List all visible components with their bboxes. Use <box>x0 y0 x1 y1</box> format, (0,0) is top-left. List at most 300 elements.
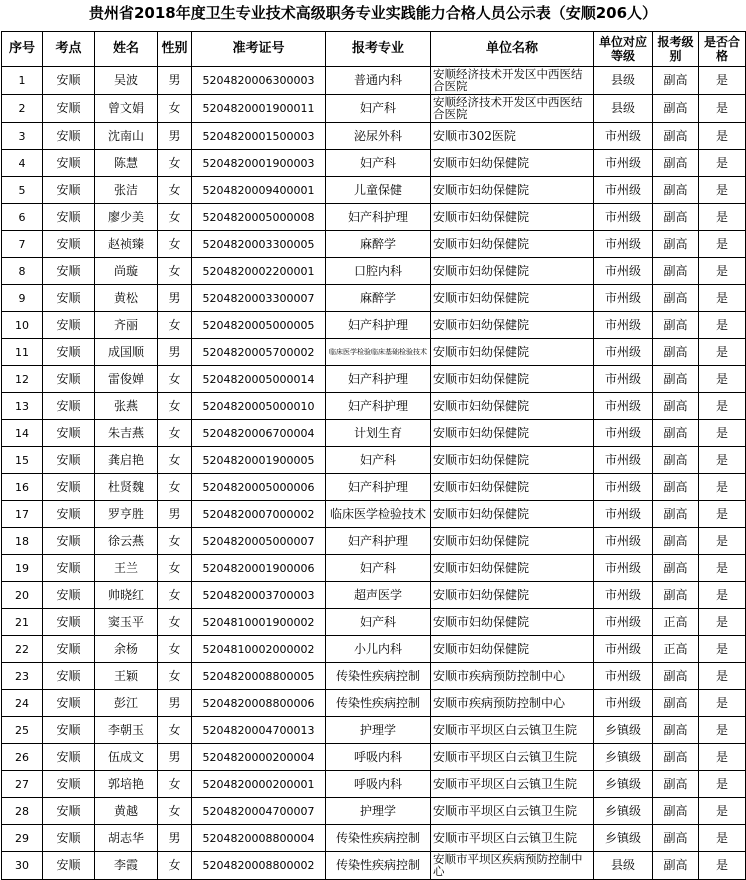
cell-apply-level: 副高 <box>653 285 699 312</box>
cell-pass: 是 <box>699 528 746 555</box>
cell-apply-level: 副高 <box>653 231 699 258</box>
cell-pass: 是 <box>699 582 746 609</box>
cell-pass: 是 <box>699 123 746 150</box>
cell-unit-level: 市州级 <box>594 636 653 663</box>
cell-cert: 5204820005000014 <box>192 366 326 393</box>
cell-name: 陈慧 <box>95 150 158 177</box>
cell-name: 李朝玉 <box>95 717 158 744</box>
cell-seq: 24 <box>2 690 43 717</box>
cell-cert: 5204820001500003 <box>192 123 326 150</box>
cell-gender: 女 <box>158 798 192 825</box>
cell-cert: 5204820002200001 <box>192 258 326 285</box>
cell-unit: 安顺市疾病预防控制中心 <box>431 663 594 690</box>
cell-seq: 17 <box>2 501 43 528</box>
cell-specialty: 妇产科护理 <box>326 393 431 420</box>
cell-site: 安顺 <box>43 798 95 825</box>
cell-cert: 5204820001900011 <box>192 95 326 123</box>
cell-site: 安顺 <box>43 663 95 690</box>
cell-specialty: 妇产科 <box>326 555 431 582</box>
cell-seq: 27 <box>2 771 43 798</box>
cell-name: 龚启艳 <box>95 447 158 474</box>
cell-unit-level: 市州级 <box>594 609 653 636</box>
cell-seq: 1 <box>2 67 43 95</box>
cell-pass: 是 <box>699 339 746 366</box>
cell-name: 胡志华 <box>95 825 158 852</box>
cell-cert: 5204820001900003 <box>192 150 326 177</box>
col-header-gender: 性别 <box>158 32 192 67</box>
document-title: 贵州省2018年度卫生专业技术高级职务专业实践能力合格人员公示表（安顺206人） <box>88 4 658 22</box>
cell-specialty: 妇产科护理 <box>326 528 431 555</box>
cell-name: 齐丽 <box>95 312 158 339</box>
cell-cert: 5204820009400001 <box>192 177 326 204</box>
cell-seq: 3 <box>2 123 43 150</box>
cell-site: 安顺 <box>43 285 95 312</box>
cell-unit-level: 市州级 <box>594 204 653 231</box>
table-row <box>2 528 746 555</box>
cell-name: 吴波 <box>95 67 158 95</box>
cell-unit: 安顺市妇幼保健院 <box>431 150 594 177</box>
cell-apply-level: 副高 <box>653 555 699 582</box>
cell-site: 安顺 <box>43 528 95 555</box>
table-row <box>2 825 746 852</box>
cell-unit: 安顺市妇幼保健院 <box>431 474 594 501</box>
cell-pass: 是 <box>699 501 746 528</box>
col-header-seq: 序号 <box>2 32 43 67</box>
cell-unit: 安顺市妇幼保健院 <box>431 258 594 285</box>
cell-cert: 5204810001900002 <box>192 609 326 636</box>
cell-cert: 5204820005000007 <box>192 528 326 555</box>
cell-gender: 女 <box>158 393 192 420</box>
cell-apply-level: 副高 <box>653 717 699 744</box>
cell-apply-level: 副高 <box>653 501 699 528</box>
cell-gender: 女 <box>158 474 192 501</box>
cell-cert: 5204820005000006 <box>192 474 326 501</box>
cell-cert: 5204820007000002 <box>192 501 326 528</box>
cell-site: 安顺 <box>43 744 95 771</box>
cell-site: 安顺 <box>43 771 95 798</box>
cell-seq: 4 <box>2 150 43 177</box>
cell-specialty: 护理学 <box>326 717 431 744</box>
table-row <box>2 744 746 771</box>
cell-name: 罗亨胜 <box>95 501 158 528</box>
cell-apply-level: 副高 <box>653 393 699 420</box>
cell-gender: 男 <box>158 744 192 771</box>
cell-unit-level: 市州级 <box>594 366 653 393</box>
cell-site: 安顺 <box>43 95 95 123</box>
cell-site: 安顺 <box>43 204 95 231</box>
cell-gender: 男 <box>158 123 192 150</box>
cell-specialty: 妇产科 <box>326 150 431 177</box>
cell-site: 安顺 <box>43 150 95 177</box>
cell-gender: 女 <box>158 150 192 177</box>
cell-name: 沈南山 <box>95 123 158 150</box>
cell-unit: 安顺市平坝区白云镇卫生院 <box>431 798 594 825</box>
col-header-pass: 是否合格 <box>699 32 746 67</box>
cell-unit: 安顺市妇幼保健院 <box>431 609 594 636</box>
cell-seq: 29 <box>2 825 43 852</box>
cell-gender: 女 <box>158 312 192 339</box>
cell-specialty: 妇产科 <box>326 447 431 474</box>
cell-specialty: 传染性疾病控制 <box>326 825 431 852</box>
cell-specialty: 超声医学 <box>326 582 431 609</box>
cell-site: 安顺 <box>43 339 95 366</box>
cell-unit-level: 市州级 <box>594 339 653 366</box>
cell-apply-level: 副高 <box>653 798 699 825</box>
cell-cert: 5204820005700002 <box>192 339 326 366</box>
cell-cert: 5204820008800006 <box>192 690 326 717</box>
cell-name: 赵祯臻 <box>95 231 158 258</box>
cell-unit-level: 市州级 <box>594 501 653 528</box>
cell-gender: 男 <box>158 339 192 366</box>
cell-name: 王颖 <box>95 663 158 690</box>
cell-apply-level: 副高 <box>653 663 699 690</box>
cell-pass: 是 <box>699 366 746 393</box>
cell-seq: 7 <box>2 231 43 258</box>
cell-specialty: 妇产科护理 <box>326 474 431 501</box>
cell-name: 伍成文 <box>95 744 158 771</box>
cell-unit-level: 市州级 <box>594 177 653 204</box>
cell-gender: 女 <box>158 636 192 663</box>
cell-cert: 5204820003700003 <box>192 582 326 609</box>
cell-unit-level: 乡镇级 <box>594 717 653 744</box>
cell-cert: 5204810002000002 <box>192 636 326 663</box>
cell-site: 安顺 <box>43 474 95 501</box>
cell-unit: 安顺市妇幼保健院 <box>431 447 594 474</box>
cell-seq: 15 <box>2 447 43 474</box>
cell-cert: 5204820001900005 <box>192 447 326 474</box>
cell-seq: 8 <box>2 258 43 285</box>
cell-gender: 女 <box>158 717 192 744</box>
cell-seq: 10 <box>2 312 43 339</box>
table-row <box>2 690 746 717</box>
table-row <box>2 474 746 501</box>
cell-cert: 5204820001900006 <box>192 555 326 582</box>
cell-cert: 5204820005000010 <box>192 393 326 420</box>
cell-specialty: 传染性疾病控制 <box>326 852 431 880</box>
cell-cert: 5204820003300005 <box>192 231 326 258</box>
cell-seq: 11 <box>2 339 43 366</box>
cell-apply-level: 副高 <box>653 204 699 231</box>
table-row <box>2 204 746 231</box>
cell-apply-level: 副高 <box>653 528 699 555</box>
cell-site: 安顺 <box>43 231 95 258</box>
cell-seq: 28 <box>2 798 43 825</box>
table-row <box>2 609 746 636</box>
table-row <box>2 420 746 447</box>
cell-specialty: 临床医学检验技术 <box>326 501 431 528</box>
cell-unit: 安顺市妇幼保健院 <box>431 582 594 609</box>
table-row <box>2 95 746 123</box>
cell-unit: 安顺市妇幼保健院 <box>431 339 594 366</box>
cell-pass: 是 <box>699 852 746 880</box>
table-row <box>2 177 746 204</box>
cell-site: 安顺 <box>43 366 95 393</box>
cell-unit: 安顺市妇幼保健院 <box>431 555 594 582</box>
cell-specialty: 普通内科 <box>326 67 431 95</box>
cell-specialty: 口腔内科 <box>326 258 431 285</box>
cell-name: 余杨 <box>95 636 158 663</box>
cell-pass: 是 <box>699 177 746 204</box>
cell-name: 窦玉平 <box>95 609 158 636</box>
cell-unit-level: 市州级 <box>594 150 653 177</box>
cell-specialty: 妇产科护理 <box>326 312 431 339</box>
col-header-unit: 单位名称 <box>431 32 594 67</box>
cell-unit: 安顺市妇幼保健院 <box>431 204 594 231</box>
cell-unit: 安顺市平坝区白云镇卫生院 <box>431 825 594 852</box>
cell-seq: 12 <box>2 366 43 393</box>
cell-seq: 22 <box>2 636 43 663</box>
cell-site: 安顺 <box>43 67 95 95</box>
cell-unit-level: 乡镇级 <box>594 744 653 771</box>
cell-specialty: 传染性疾病控制 <box>326 690 431 717</box>
cell-name: 尚璇 <box>95 258 158 285</box>
table-row <box>2 150 746 177</box>
cell-specialty: 计划生育 <box>326 420 431 447</box>
cell-pass: 是 <box>699 555 746 582</box>
cell-name: 廖少美 <box>95 204 158 231</box>
table-row <box>2 798 746 825</box>
cell-unit-level: 市州级 <box>594 528 653 555</box>
cell-cert: 5204820008800002 <box>192 852 326 880</box>
cell-seq: 13 <box>2 393 43 420</box>
cell-unit: 安顺市妇幼保健院 <box>431 420 594 447</box>
cell-pass: 是 <box>699 663 746 690</box>
cell-site: 安顺 <box>43 447 95 474</box>
cell-apply-level: 副高 <box>653 744 699 771</box>
cell-gender: 女 <box>158 258 192 285</box>
cell-pass: 是 <box>699 636 746 663</box>
cell-specialty: 妇产科 <box>326 95 431 123</box>
table-row <box>2 67 746 95</box>
cell-unit: 安顺市妇幼保健院 <box>431 528 594 555</box>
table-row <box>2 636 746 663</box>
col-header-specialty: 报考专业 <box>326 32 431 67</box>
cell-site: 安顺 <box>43 420 95 447</box>
cell-gender: 女 <box>158 177 192 204</box>
cell-gender: 女 <box>158 555 192 582</box>
cell-gender: 男 <box>158 501 192 528</box>
cell-apply-level: 副高 <box>653 95 699 123</box>
cell-gender: 男 <box>158 690 192 717</box>
cell-seq: 18 <box>2 528 43 555</box>
cell-specialty: 临床医学检验临床基础检验技术 <box>326 339 431 366</box>
cell-seq: 26 <box>2 744 43 771</box>
cell-specialty: 妇产科 <box>326 609 431 636</box>
cell-cert: 5204820003300007 <box>192 285 326 312</box>
cell-pass: 是 <box>699 393 746 420</box>
cell-seq: 30 <box>2 852 43 880</box>
col-header-apply-level: 报考级别 <box>653 32 699 67</box>
table-row <box>2 771 746 798</box>
cell-name: 雷俊婵 <box>95 366 158 393</box>
col-header-site: 考点 <box>43 32 95 67</box>
cell-gender: 女 <box>158 663 192 690</box>
cell-gender: 男 <box>158 825 192 852</box>
cell-unit-level: 乡镇级 <box>594 798 653 825</box>
cell-unit-level: 市州级 <box>594 420 653 447</box>
cell-name: 成国顺 <box>95 339 158 366</box>
cell-unit-level: 市州级 <box>594 312 653 339</box>
cell-pass: 是 <box>699 447 746 474</box>
cell-gender: 女 <box>158 528 192 555</box>
cell-gender: 女 <box>158 609 192 636</box>
cell-apply-level: 正高 <box>653 636 699 663</box>
cell-apply-level: 副高 <box>653 825 699 852</box>
cell-unit-level: 市州级 <box>594 258 653 285</box>
cell-specialty: 儿童保健 <box>326 177 431 204</box>
cell-apply-level: 副高 <box>653 339 699 366</box>
cell-specialty: 呼吸内科 <box>326 744 431 771</box>
cell-pass: 是 <box>699 150 746 177</box>
cell-pass: 是 <box>699 95 746 123</box>
cell-pass: 是 <box>699 771 746 798</box>
cell-name: 彭江 <box>95 690 158 717</box>
cell-apply-level: 副高 <box>653 771 699 798</box>
table-row <box>2 339 746 366</box>
cell-unit-level: 乡镇级 <box>594 771 653 798</box>
table-row <box>2 447 746 474</box>
cell-cert: 5204820006300003 <box>192 67 326 95</box>
cell-site: 安顺 <box>43 582 95 609</box>
cell-seq: 5 <box>2 177 43 204</box>
header-row <box>2 32 746 67</box>
cell-unit: 安顺市疾病预防控制中心 <box>431 690 594 717</box>
table-row <box>2 501 746 528</box>
cell-site: 安顺 <box>43 312 95 339</box>
cell-unit: 安顺经济技术开发区中西医结合医院 <box>431 67 594 95</box>
cell-pass: 是 <box>699 717 746 744</box>
table-row <box>2 582 746 609</box>
cell-unit: 安顺市平坝区白云镇卫生院 <box>431 771 594 798</box>
cell-gender: 男 <box>158 285 192 312</box>
table-body <box>2 67 746 880</box>
cell-specialty: 妇产科护理 <box>326 366 431 393</box>
cell-pass: 是 <box>699 690 746 717</box>
cell-site: 安顺 <box>43 636 95 663</box>
cell-apply-level: 副高 <box>653 420 699 447</box>
cell-site: 安顺 <box>43 555 95 582</box>
table-row <box>2 663 746 690</box>
cell-site: 安顺 <box>43 258 95 285</box>
cell-unit-level: 市州级 <box>594 555 653 582</box>
cell-unit: 安顺市妇幼保健院 <box>431 231 594 258</box>
cell-unit: 安顺市妇幼保健院 <box>431 501 594 528</box>
cell-name: 杜贤魏 <box>95 474 158 501</box>
col-header-unit-level: 单位对应等级 <box>594 32 653 67</box>
cell-specialty: 小儿内科 <box>326 636 431 663</box>
table-row <box>2 231 746 258</box>
cell-gender: 女 <box>158 420 192 447</box>
cell-unit-level: 市州级 <box>594 393 653 420</box>
cell-unit-level: 市州级 <box>594 474 653 501</box>
cell-unit: 安顺市妇幼保健院 <box>431 366 594 393</box>
cell-name: 徐云燕 <box>95 528 158 555</box>
cell-apply-level: 正高 <box>653 609 699 636</box>
cell-unit-level: 市州级 <box>594 690 653 717</box>
cell-cert: 5204820008800004 <box>192 825 326 852</box>
cell-gender: 女 <box>158 447 192 474</box>
cell-unit-level: 县级 <box>594 95 653 123</box>
table-row <box>2 285 746 312</box>
cell-cert: 5204820005000008 <box>192 204 326 231</box>
cell-gender: 女 <box>158 231 192 258</box>
table-row <box>2 366 746 393</box>
table-row <box>2 258 746 285</box>
cell-gender: 女 <box>158 204 192 231</box>
col-header-name: 姓名 <box>95 32 158 67</box>
cell-name: 李霞 <box>95 852 158 880</box>
cell-pass: 是 <box>699 67 746 95</box>
cell-name: 帅晓红 <box>95 582 158 609</box>
cell-pass: 是 <box>699 312 746 339</box>
cell-apply-level: 副高 <box>653 474 699 501</box>
cell-seq: 9 <box>2 285 43 312</box>
cell-cert: 5204820000200001 <box>192 771 326 798</box>
cell-unit: 安顺市妇幼保健院 <box>431 177 594 204</box>
cell-site: 安顺 <box>43 123 95 150</box>
cell-unit: 安顺市妇幼保健院 <box>431 636 594 663</box>
cell-site: 安顺 <box>43 501 95 528</box>
cell-apply-level: 副高 <box>653 67 699 95</box>
cell-apply-level: 副高 <box>653 258 699 285</box>
cell-name: 张洁 <box>95 177 158 204</box>
table-row <box>2 555 746 582</box>
cell-specialty: 泌尿外科 <box>326 123 431 150</box>
cell-pass: 是 <box>699 231 746 258</box>
cell-unit-level: 县级 <box>594 67 653 95</box>
table-row <box>2 717 746 744</box>
cell-cert: 5204820006700004 <box>192 420 326 447</box>
cell-name: 朱吉燕 <box>95 420 158 447</box>
cell-unit-level: 市州级 <box>594 123 653 150</box>
cell-unit-level: 市州级 <box>594 447 653 474</box>
cell-site: 安顺 <box>43 852 95 880</box>
cell-unit-level: 市州级 <box>594 285 653 312</box>
cell-gender: 女 <box>158 366 192 393</box>
col-header-cert: 准考证号 <box>192 32 326 67</box>
cell-unit-level: 市州级 <box>594 231 653 258</box>
cell-unit: 安顺市平坝区疾病预防控制中心 <box>431 852 594 880</box>
cell-site: 安顺 <box>43 825 95 852</box>
cell-pass: 是 <box>699 825 746 852</box>
cell-cert: 5204820004700007 <box>192 798 326 825</box>
cell-unit: 安顺市妇幼保健院 <box>431 312 594 339</box>
cell-pass: 是 <box>699 474 746 501</box>
cell-seq: 16 <box>2 474 43 501</box>
cell-apply-level: 副高 <box>653 123 699 150</box>
cell-name: 黄松 <box>95 285 158 312</box>
cell-unit: 安顺市平坝区白云镇卫生院 <box>431 717 594 744</box>
cell-gender: 女 <box>158 852 192 880</box>
cell-name: 郭培艳 <box>95 771 158 798</box>
cell-apply-level: 副高 <box>653 150 699 177</box>
cell-cert: 5204820000200004 <box>192 744 326 771</box>
cell-unit-level: 县级 <box>594 852 653 880</box>
results-table <box>1 31 746 880</box>
cell-apply-level: 副高 <box>653 447 699 474</box>
cell-apply-level: 副高 <box>653 582 699 609</box>
cell-unit-level: 市州级 <box>594 663 653 690</box>
table-row <box>2 852 746 880</box>
cell-apply-level: 副高 <box>653 366 699 393</box>
cell-seq: 2 <box>2 95 43 123</box>
cell-name: 黄越 <box>95 798 158 825</box>
cell-seq: 19 <box>2 555 43 582</box>
cell-unit-level: 市州级 <box>594 582 653 609</box>
cell-apply-level: 副高 <box>653 312 699 339</box>
cell-pass: 是 <box>699 420 746 447</box>
cell-name: 王兰 <box>95 555 158 582</box>
